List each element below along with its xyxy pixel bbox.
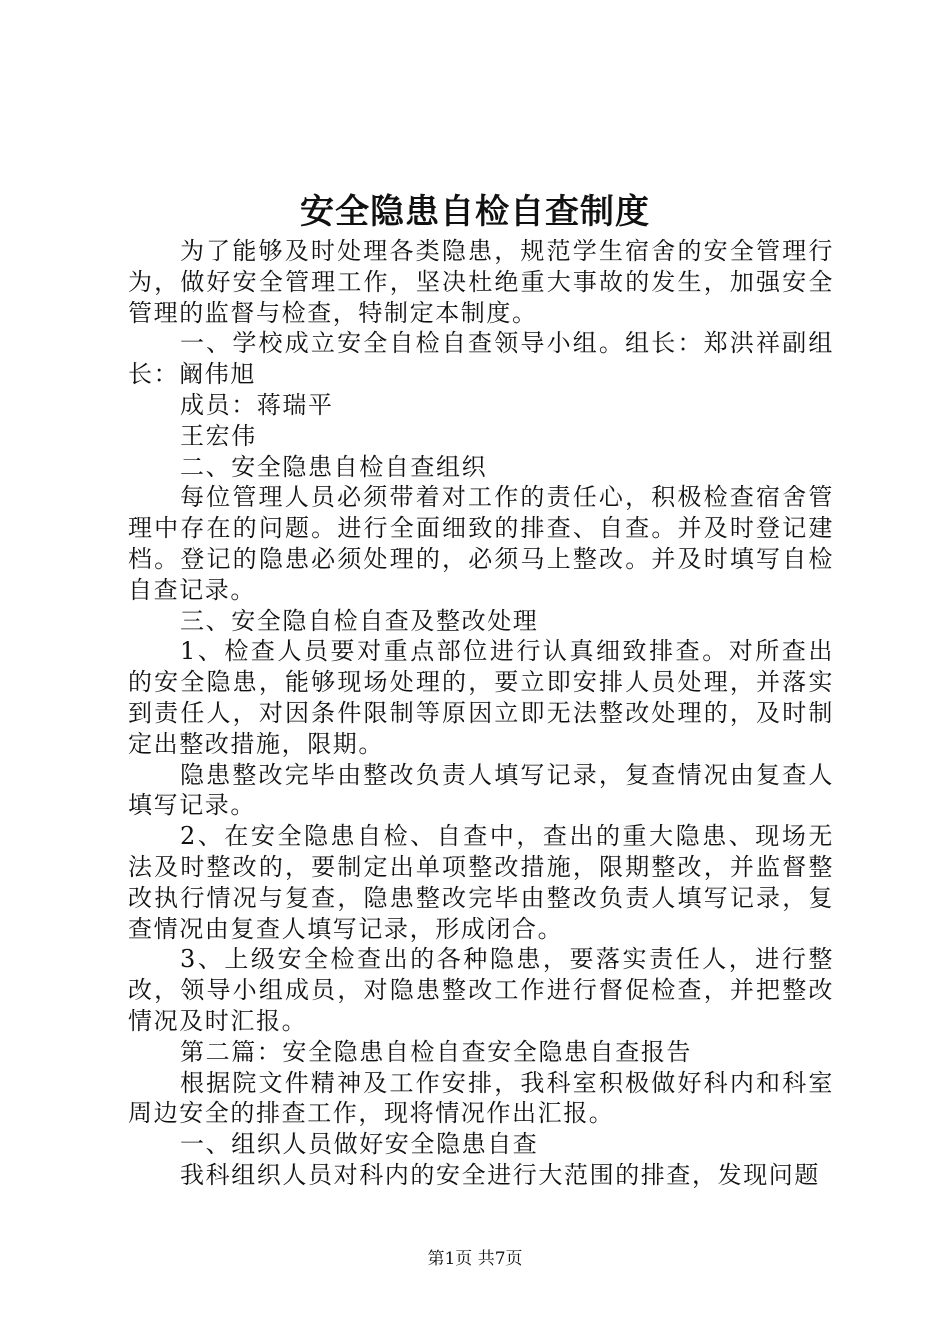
paragraph: 王宏伟: [180, 421, 257, 450]
paragraph: 第二篇：安全隐患自检自查安全隐患自查报告: [180, 1037, 692, 1066]
paragraph: 隐患整改完毕由整改负责人填写记录，复查情况由复查人填写记录。: [128, 760, 834, 820]
paragraph: 1、检查人员要对重点部位进行认真细致排查。对所查出的安全隐患，能够现场处理的，要立即安排人员处理，并落实到责任人，对因条件限制等原因立即无法整改处理的，及时制定出整改措施，限期。: [128, 637, 834, 758]
paragraph: 为了能够及时处理各类隐患，规范学生宿舍的安全管理行为，做好安全管理工作，坚决杜绝重大事故的发生，加强安全管理的监督与检查，特制定本制度。: [128, 237, 834, 327]
paragraph: 二、安全隐患自检自查组织: [180, 452, 488, 481]
document-title: 安全隐患自检自查制度: [300, 192, 650, 232]
paragraph: 2、在安全隐患自检、自查中，查出的重大隐患、现场无法及时整改的，要制定出单项整改措施，限期整改，并监督整改执行情况与复查，隐患整改完毕由整改负责人填写记录，复查情况由复查人填写记录，形成闭合。: [128, 822, 834, 943]
paragraph: 成员：蒋瑞平: [180, 390, 334, 419]
paragraph: 3、上级安全检查出的各种隐患，要落实责任人，进行整改，领导小组成员，对隐患整改工作进行督促检查，并把整改情况及时汇报。: [128, 945, 834, 1035]
paragraph: 我科组织人员对科内的安全进行大范围的排查，发现问题: [180, 1160, 820, 1189]
document-body: [128, 236, 834, 1191]
paragraph: 一、学校成立安全自检自查领导小组。组长：郑洪祥副组长：阚伟旭: [128, 329, 834, 389]
page-number-footer: 第1页 共7页: [427, 1249, 523, 1269]
paragraph: 一、组织人员做好安全隐患自查: [180, 1130, 539, 1159]
paragraph: 三、安全隐自检自查及整改处理: [180, 606, 539, 635]
paragraph: 根据院文件精神及工作安排，我科室积极做好科内和科室周边安全的排查工作，现将情况作出汇报。: [128, 1068, 834, 1128]
paragraph: 每位管理人员必须带着对工作的责任心，积极检查宿舍管理中存在的问题。进行全面细致的排查、自查。并及时登记建档。登记的隐患必须处理的，必须马上整改。并及时填写自检自查记录。: [128, 483, 834, 604]
